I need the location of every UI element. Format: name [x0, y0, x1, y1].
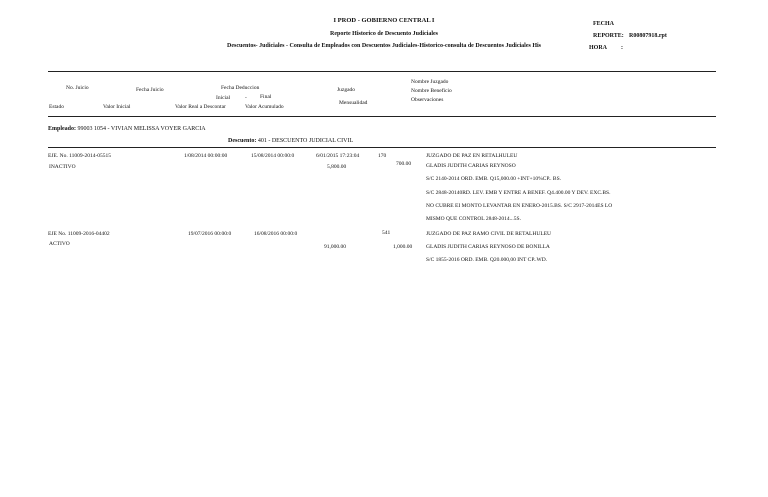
reporte-label: REPORTE:	[593, 33, 624, 39]
col-mensualidad: Mensualidad	[339, 100, 368, 106]
record-no-juicio: EJE No. 11009-2016-04402	[48, 231, 110, 237]
discount-value: 401 - DESCUENTO JUDICIAL CIVIL	[257, 138, 354, 144]
col-fecha-juicio: Fecha Juicio	[136, 87, 164, 93]
record-juzgado: 170	[378, 153, 387, 159]
employee-value: 99003 1054 - VIVIAN MELISSA VOYER GARCIA	[77, 126, 206, 132]
col-dash: -	[245, 95, 247, 101]
header-top-rule	[48, 71, 716, 72]
record-observacion: NO CUBRE EI MONTO LEVANTAR EN ENERO-2015.BS. S/C 2917-2014ES LO	[426, 203, 613, 209]
report-subtitle: Reporte Historico de Descuento Judiciales	[330, 31, 438, 37]
record-fecha-final: 15/08/2014 00:00:0	[251, 153, 295, 159]
col-valor-acumulado: Valor Acumulado	[245, 104, 284, 110]
record-estado: ACTIVO	[49, 241, 70, 247]
record-fecha-final: 16/08/2016 00:00:0	[254, 231, 298, 237]
col-no-juicio: No. Juicio	[66, 85, 89, 91]
header-bottom-rule	[48, 116, 716, 117]
record-observacion: S/C 2848-20140RD. LEV. EMB Y ENTRE A BENEF. Q4.400.00 Y DEV. EXC.BS.	[426, 190, 611, 196]
record-estado: INACTIVO	[49, 164, 76, 170]
fecha-label: FECHA	[593, 21, 614, 27]
discount-rule	[48, 147, 716, 148]
reporte-value: R00807918.rpt	[629, 33, 667, 39]
record-mensualidad: 1,000.00	[393, 244, 413, 250]
col-final: Final	[260, 94, 272, 100]
record-nombre-juzgado: JUZGADO DE PAZ EN RETALHULEU	[426, 153, 518, 159]
hora-separator: :	[621, 45, 623, 51]
col-juzgado: Juzgado	[337, 87, 356, 93]
record-nombre-beneficio: GLADIS JUDITH CARIAS REYNOSO DE BONILLA	[426, 244, 550, 250]
employee-line	[48, 126, 206, 132]
col-valor-real: Valor Real a Descontar	[175, 104, 226, 110]
discount-line	[228, 138, 353, 144]
record-valor-real: 5,800.00	[327, 164, 347, 170]
record-observacion: S/C 1855-2016 ORD. EMB. Q20.000,00 INT CP..WD.	[426, 257, 548, 263]
employee-label: Empleado:	[48, 126, 77, 132]
record-nombre-juzgado: JUZGADO DE PAZ RAMO CIVIL DE RETALHULEU	[426, 231, 552, 237]
col-valor-inicial: Valor Inicial	[103, 104, 131, 110]
hora-label: HORA	[589, 45, 607, 51]
col-observaciones: Observaciones	[411, 97, 444, 103]
record-fecha-inicial: 1/08/2014 00:00:00	[184, 153, 228, 159]
record-fecha-extra: 6/01/2015 17:23:04	[316, 153, 360, 159]
report-description: Descuentos- Judiciales - Consulta de Empleados con Descuentos Judiciales-Historico-consulta de Descuentos Judiciales His	[226, 43, 541, 49]
record-nombre-beneficio: GLADIS JUDITH CARIAS REYNOSO	[426, 163, 516, 169]
col-nombre-beneficio: Nombre Beneficio	[411, 88, 452, 94]
report-title: I PROD - GOBIERNO CENTRAL I	[333, 17, 435, 24]
record-juzgado: 541	[382, 230, 391, 236]
record-no-juicio: EJE. No. 11009-2014-05515	[48, 153, 112, 159]
record-valor-real: 91,000.00	[324, 244, 346, 250]
record-observacion: S/C 2140-2014 ORD. EMB. Q15,000.00 +INT+10%CP.. BS.	[426, 176, 562, 182]
record-fecha-inicial: 19/07/2016 00:00:0	[188, 231, 232, 237]
col-nombre-juzgado: Nombre Juzgado	[411, 79, 449, 85]
col-estado: Estado	[49, 104, 64, 110]
record-mensualidad: 700.00	[396, 161, 412, 167]
record-observacion: MISMO QUE CONTROL 2848-2014...5S.	[426, 216, 521, 222]
col-inicial: Inicial	[216, 95, 231, 101]
col-fecha-deduccion: Fecha Deduccion	[221, 85, 260, 91]
discount-label: Descuento:	[228, 138, 257, 144]
